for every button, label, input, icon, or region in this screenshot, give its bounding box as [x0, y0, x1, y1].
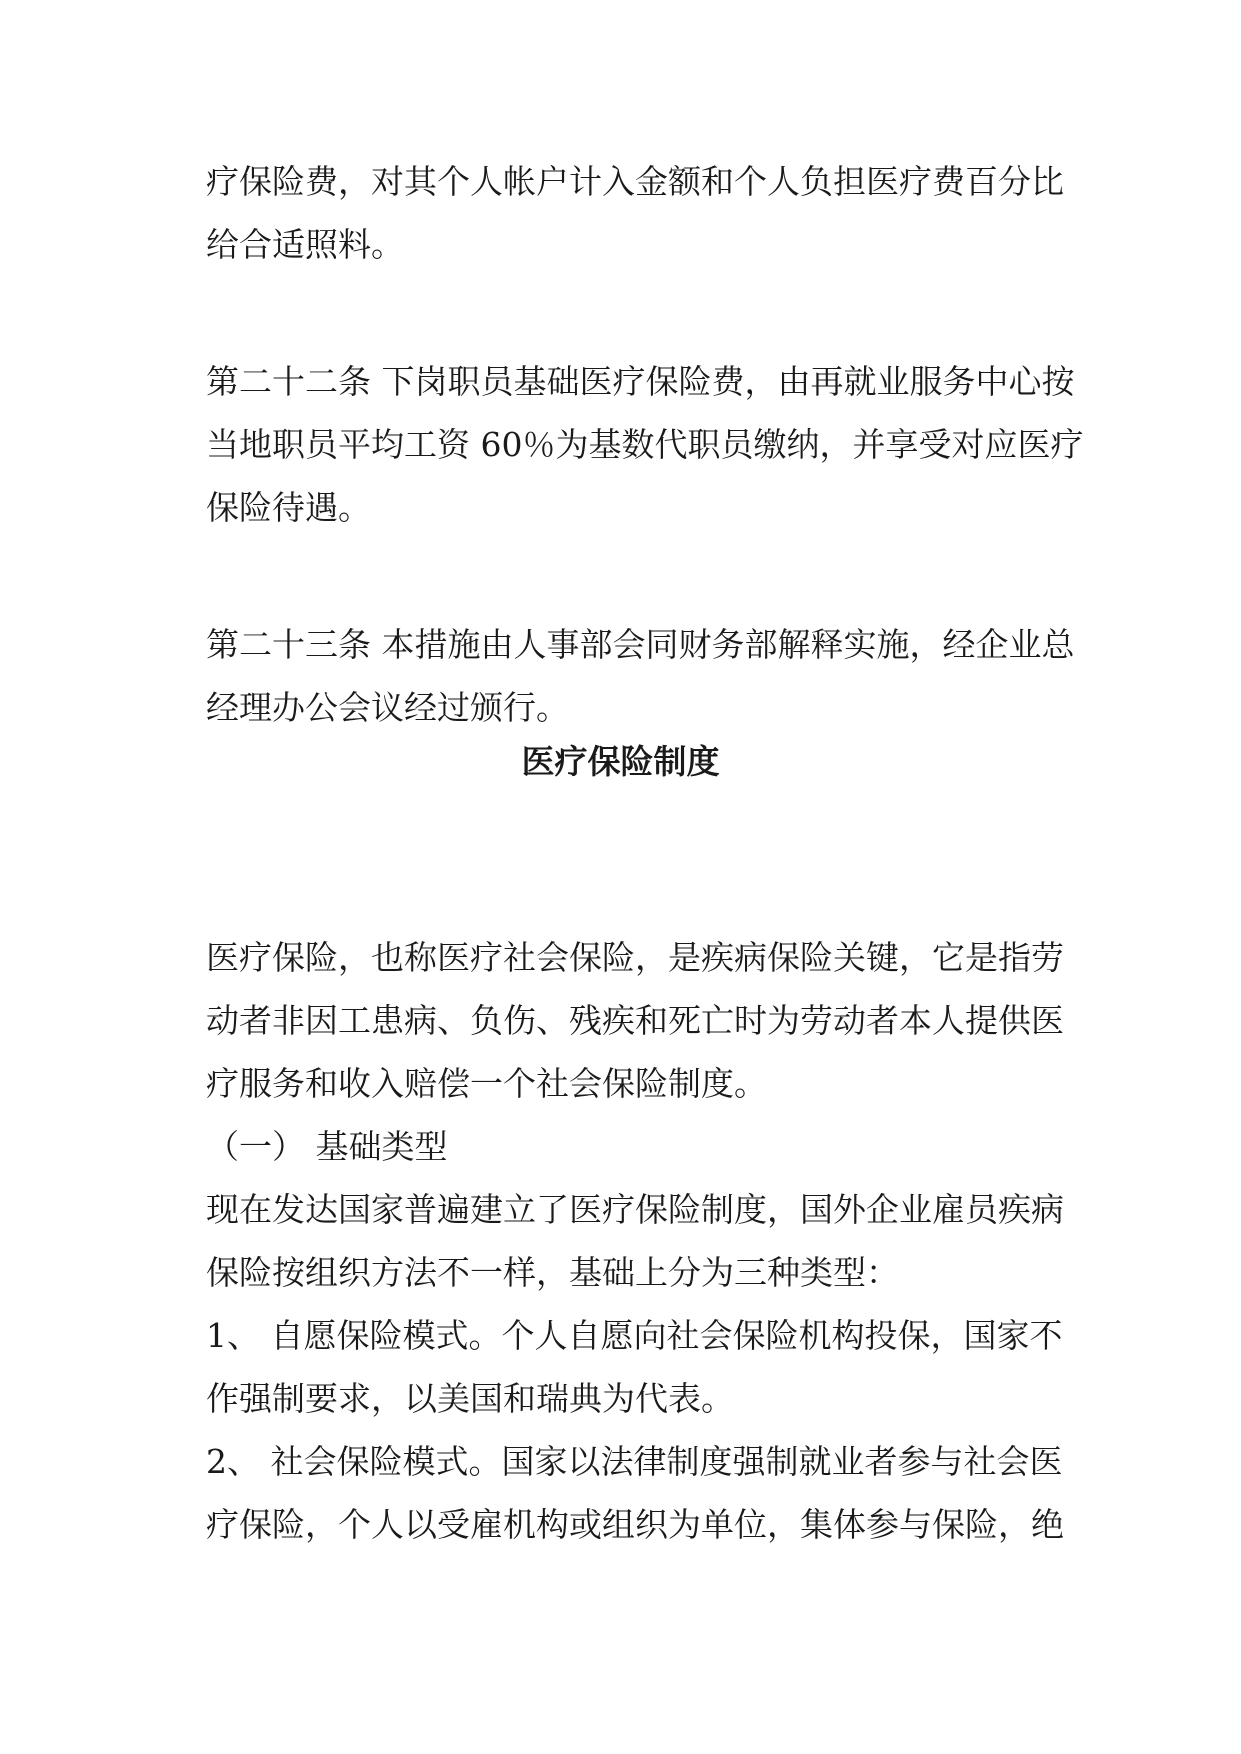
list-item: 2、 社会保险模式。国家以法律制度强制就业者参与社会医 [206, 1442, 1063, 1481]
section-heading: 医疗保险制度 [521, 742, 720, 781]
paragraph-line: 疗保险，个人以受雇机构或组织为单位，集体参与保险，绝 [206, 1505, 1064, 1544]
paragraph-line: 经理办公会议经过颁行。 [206, 688, 569, 727]
paragraph-line: 疗保险费，对其个人帐户计入金额和个人负担医疗费百分比 [206, 162, 1064, 201]
paragraph-line: 动者非因工患病、负伤、残疾和死亡时为劳动者本人提供医 [206, 1001, 1064, 1040]
paragraph-line: 当地职员平均工资 60％为基数代职员缴纳，并享受对应医疗 [206, 425, 1084, 464]
list-item: 1、 自愿保险模式。个人自愿向社会保险机构投保，国家不 [206, 1316, 1063, 1355]
paragraph-line: 作强制要求，以美国和瑞典为代表。 [206, 1379, 734, 1418]
article-22-line: 第二十二条 下岗职员基础医疗保险费，由再就业服务中心按 [206, 362, 1075, 401]
paragraph-line: 疗服务和收入赔偿一个社会保险制度。 [206, 1064, 767, 1103]
subsection-title: （一） 基础类型 [206, 1127, 448, 1166]
paragraph-line: 保险待遇。 [206, 488, 371, 527]
paragraph-line: 医疗保险，也称医疗社会保险，是疾病保险关键，它是指劳 [206, 938, 1064, 977]
paragraph-line: 保险按组织方法不一样，基础上分为三种类型： [206, 1253, 899, 1292]
paragraph-line: 给合适照料。 [206, 225, 404, 264]
paragraph-line: 现在发达国家普遍建立了医疗保险制度，国外企业雇员疾病 [206, 1190, 1064, 1229]
article-23-line: 第二十三条 本措施由人事部会同财务部解释实施，经企业总 [206, 625, 1075, 664]
